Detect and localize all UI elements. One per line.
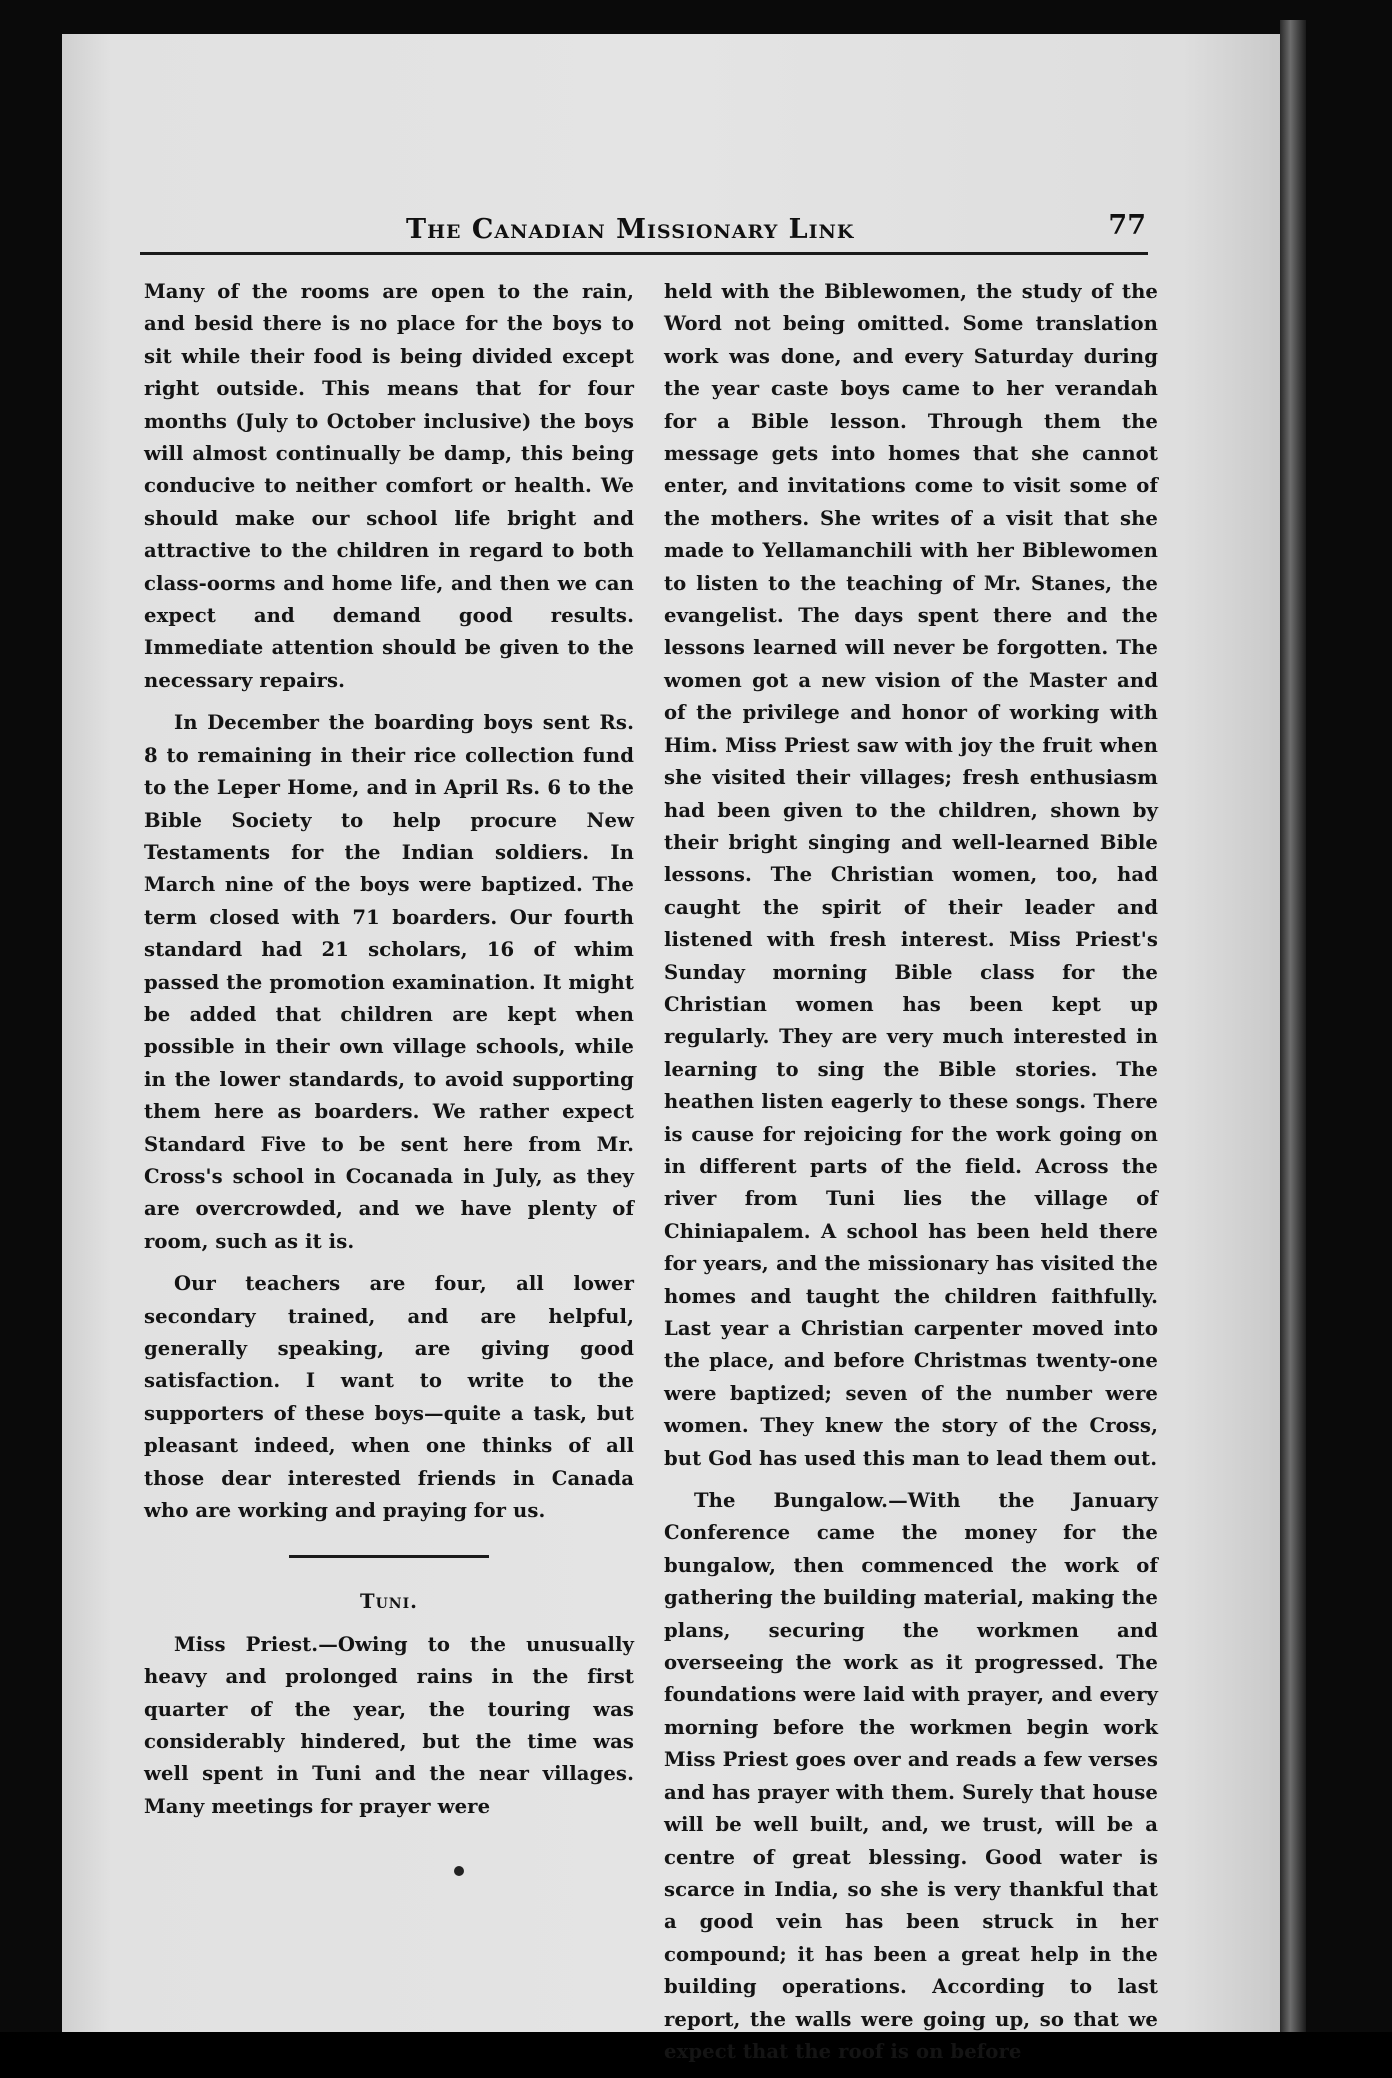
ink-speck	[454, 1866, 464, 1876]
left-paragraph-4	[144, 1629, 634, 1823]
page-header	[146, 210, 1146, 248]
paragraph-body: —Owing to the unusually heavy and prolonged rains in the first quarter of the year, the touring was considerably hindered, but the time was well spent in Tuni and the near villages. Many meetings for prayer were	[144, 1632, 635, 1818]
paragraph-lead-miss-priest: Miss Priest.	[174, 1632, 319, 1656]
page-binding-edge	[1280, 20, 1306, 2032]
left-column	[144, 276, 634, 1833]
page-number: 77	[1108, 210, 1146, 241]
left-paragraph-3: Our teachers are four, all lower secondary trained, and are helpful, generally speaking, are giving good satisfaction. I want to write to the supporters of these boys—quite a task, but pleasant indeed, when one thinks of all those dear interested friends in Canada who are working and praying for us.	[144, 1272, 634, 1523]
running-title: The Canadian Missionary Link	[406, 214, 855, 245]
header-rule	[140, 252, 1148, 255]
right-column	[664, 276, 1158, 2078]
section-divider	[289, 1555, 489, 1558]
right-paragraph-2: The Bungalow.—With the January Conference came the money for the bungalow, then commenced the work of gathering the building material, making the plans, securing the workmen and overseeing the work as it progressed. The foundations were laid with prayer, and every morning before the workmen begin work Miss Priest goes over and reads a few verses and has prayer with them. Surely that house will be well built, and, we trust, will be a centre of great blessing. Good water is scarce in India, so she is very thankful that a good vein has been struck in her compound; it has been a great help in the building operations. According to last report, the walls were going up, so that we expect that the roof is on before	[664, 1489, 1158, 2063]
right-paragraph-1: held with the Biblewomen, the study of the Word not being omitted. Some translation work was done, and every Saturday during the year caste boys came to her verandah for a Bible lesson. Through them the message gets into homes that she cannot enter, and invitations come to visit some of the mothers. She writes of a visit that she made to Yellamanchili with her Biblewomen to listen to the teaching of Mr. Stanes, the evangelist. The days spent there and the lessons learned will never be forgotten. The women got a new vision of the Master and of the privilege and honor of working with Him. Miss Priest saw with joy the fruit when she visited their villages; fresh enthusiasm had been given to the children, shown by their bright singing and well-learned Bible lessons. The Christian women, too, had caught the spirit of their leader and listened with fresh interest. Miss Priest's Sunday morning Bible class for the Christian women has been kept up regularly. They are very much interested in learning to sing the Bible stories. The heathen listen eagerly to these songs. There is cause for rejoicing for the work going on in different parts of the field. Across the river from Tuni lies the village of Chiniapalem. A school has been held there for years, and the missionary has visited the homes and taught the children faithfully. Last year a Christian carpenter moved into the place, and before Christmas twenty-one were baptized; seven of the number were women. They knew the story of the Cross, but God has used this man to lead them out.	[664, 280, 1158, 1470]
section-heading-tuni: Tuni.	[360, 1590, 418, 1614]
left-paragraph-1: Many of the rooms are open to the rain, and besid there is no place for the boys to sit while their food is being divided except right outside. This means that for four months (July to October inclusive) the boys will almost continually be damp, this being conducive to neither comfort or health. We should make our school life bright and attractive to the children in regard to both class-oorms and home life, and then we can expect and demand good results. Immediate attention should be given to the necessary repairs.	[144, 280, 634, 692]
left-paragraph-2: In December the boarding boys sent Rs. 8 to remaining in their rice collection fund to the Leper Home, and in April Rs. 6 to the Bible Society to help procure New Testaments for the Indian soldiers. In March nine of the boys were baptized. The term closed with 71 boarders. Our fourth standard had 21 scholars, 16 of whim passed the promotion examination. It might be added that children are kept when possible in their own village schools, while in the lower standards, to avoid supporting them here as boarders. We rather expect Standard Five to be sent here from Mr. Cross's school in Cocanada in July, as they are overcrowded, and we have plenty of room, such as it is.	[144, 711, 634, 1253]
